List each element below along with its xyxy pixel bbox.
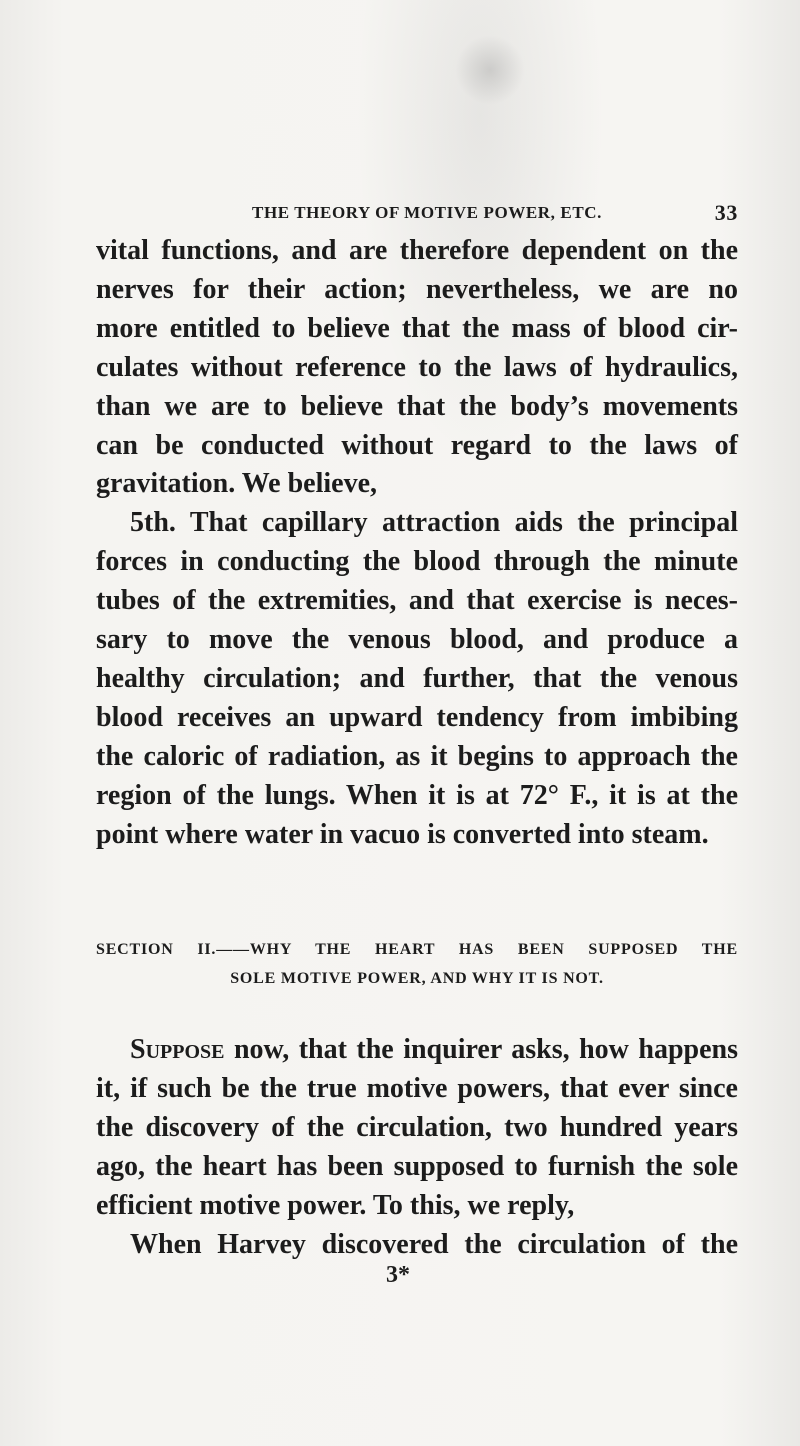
text-line: it, if such be the true motive powers, that ever since <box>96 1072 738 1104</box>
text-line: vital functions, and are therefore dependent on the <box>96 235 738 266</box>
lead-word: Suppose <box>130 1034 225 1065</box>
text-line: region of the lungs. When it is at 72° F., it is at the <box>96 779 738 811</box>
text-line: more entitled to believe that the mass of blood cir- <box>96 312 738 344</box>
text-line: When Harvey discovered the circulation of the <box>130 1228 738 1260</box>
text-line <box>96 1031 738 1070</box>
page-stain <box>455 35 525 105</box>
text-line: nerves for their action; nevertheless, we are no <box>96 273 738 305</box>
text-line: gravitation. We believe, <box>96 468 377 500</box>
text-line: can be conducted without regard to the laws of <box>96 429 738 461</box>
section-heading-line-2: SOLE MOTIVE POWER, AND WHY IT IS NOT. <box>230 970 604 987</box>
text-line: culates without reference to the laws of hydraulics, <box>96 351 738 383</box>
text-line: tubes of the extremities, and that exercise is neces- <box>96 585 738 617</box>
text-line: the caloric of radiation, as it begins to approach the <box>96 740 738 772</box>
text-line: 5th. That capillary attraction aids the principal <box>130 507 738 539</box>
text-line: than we are to believe that the body’s movements <box>96 390 738 422</box>
running-head-title: THE THEORY OF MOTIVE POWER, ETC. <box>252 203 602 222</box>
text-line: blood receives an upward tendency from imbibing <box>96 701 738 733</box>
page-number: 33 <box>714 200 738 225</box>
text-line: healthy circulation; and further, that the venous <box>96 662 738 694</box>
running-head <box>252 200 738 225</box>
signature-mark: 3* <box>386 1262 410 1288</box>
text-line: sary to move the venous blood, and produce a <box>96 624 738 656</box>
section-heading-line-1: SECTION II.——WHY THE HEART HAS BEEN SUPPOSED THE <box>96 941 738 958</box>
text-line: ago, the heart has been supposed to furnish the sole <box>96 1150 738 1182</box>
body-text-bottom <box>96 1031 738 1264</box>
text-line: the discovery of the circulation, two hundred years <box>96 1111 738 1143</box>
body-text-top <box>96 232 738 855</box>
text-line-rest: now, that the inquirer asks, how happens <box>224 1034 738 1065</box>
section-heading <box>96 935 738 993</box>
text-line: point where water in vacuo is converted into steam. <box>96 818 709 850</box>
text-line: efficient motive power. To this, we reply, <box>96 1189 575 1221</box>
text-line: forces in conducting the blood through the minute <box>96 546 738 578</box>
